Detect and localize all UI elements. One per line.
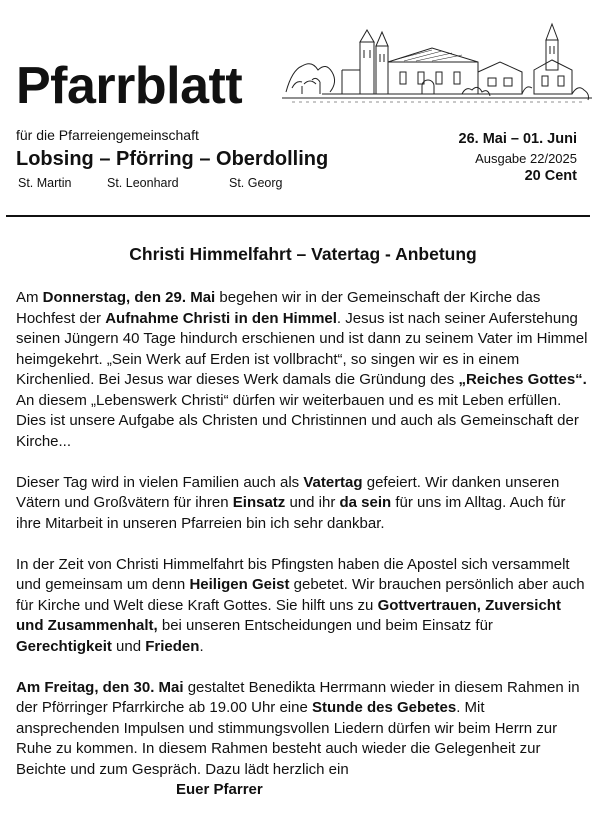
church-st-martin: St. Martin	[18, 176, 72, 190]
paragraph-fathers-day: Dieser Tag wird in vielen Familien auch als Vatertag gefeiert. Wir danken unseren Vätern und Großvätern für ihren Einsatz und ihr da sein für uns im Alltag. Auch für ihre Mitarbeit in unseren Pfarreien bin ich sehr dankbar.	[16, 473, 566, 532]
newsletter-title: Pfarrblatt	[16, 57, 243, 115]
paragraph-adoration: Am Freitag, den 30. Mai gestaltet Benedikta Herrmann wieder in diesem Rahmen in der Pförringer Pfarrkirche ab 19.00 Uhr eine Stunde des Gebetes. Mit ansprechenden Impulsen und stimmungsvollen Liedern dürfen wir beim Herrn zur Ruhe zu kommen. In diesem Rahmen besteht auch wieder die Gelegenheit zur Beichte und zum Gespräch. Dazu lädt herzlich ein	[16, 678, 580, 778]
subtitle: für die Pfarreiengemeinschaft	[16, 127, 199, 143]
issue-info	[459, 130, 577, 187]
issue-dates: 26. Mai – 01. Juni	[458, 131, 577, 147]
article-body	[16, 288, 592, 801]
church-st-georg: St. Georg	[229, 176, 283, 190]
header-divider	[6, 215, 590, 217]
signature: Euer Pfarrer	[176, 781, 263, 798]
church-st-leonhard: St. Leonhard	[107, 176, 179, 190]
article-title: Christi Himmelfahrt – Vatertag - Anbetung	[129, 244, 477, 264]
church-illustration	[282, 22, 596, 108]
paragraph-pentecost: In der Zeit von Christi Himmelfahrt bis Pfingsten haben die Apostel sich versammelt und gemeinsam um denn Heiligen Geist gebetet. Wir brauchen persönlich aber auch für Kirche und Welt diese Kraft Gottes. Sie hilft uns zu Gottvertrauen, Zuversicht und Zusammenhalt, bei unseren Entscheidungen und beim Einsatz für Gerechtigkeit und Frieden.	[16, 555, 585, 655]
issue-edition: Ausgabe 22/2025	[475, 150, 577, 166]
paragraph-ascension: Am Donnerstag, den 29. Mai begehen wir in der Gemeinschaft der Kirche das Hochfest der Aufnahme Christi in den Himmel. Jesus ist nach seiner Auferstehung seinen Jüngern 40 Tage hindurch erschienen und ist dann zu seinem Vater im Himmel heimgekehrt. „Sein Werk auf Erden ist vollbracht“, so singen wir es in einem Kirchenlied. Bei Jesus war dieses Werk damals die Gründung des „Reiches Gottes“. An diesem „Lebenswerk Christi“ dürfen wir weiterbauen und es mit Leben erfüllen. Dies ist unsere Aufgabe als Christen und Christinnen und auch als Gemeinschaft der Kirche...	[16, 289, 588, 450]
issue-price: 20 Cent	[524, 168, 577, 185]
parish-names: Lobsing – Pförring – Oberdolling	[16, 148, 329, 170]
